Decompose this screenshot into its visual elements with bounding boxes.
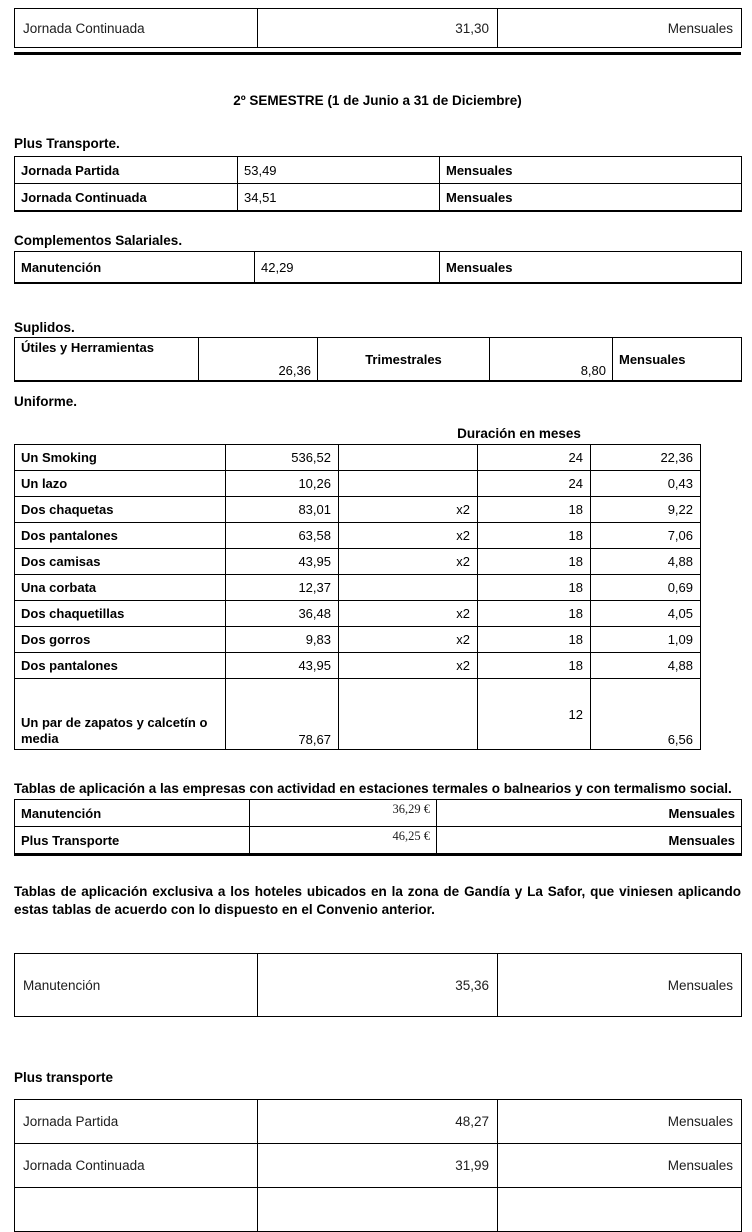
table-row: [15, 1100, 742, 1144]
cell-period: Mensuales: [498, 9, 742, 48]
table-row: [15, 679, 701, 750]
table-row: [15, 800, 742, 827]
gandia-table: [14, 953, 742, 1017]
cell-value: 35,36: [258, 954, 498, 1017]
cell-item: Dos chaquetillas: [15, 601, 226, 627]
cell-months: 18: [478, 575, 591, 601]
table-row: [15, 445, 701, 471]
cell-value: [258, 1188, 498, 1232]
cell-price: 63,58: [226, 523, 339, 549]
cell-label: Jornada Partida: [15, 157, 238, 184]
cell-months: 12: [478, 679, 591, 750]
cell-monthly: 7,06: [591, 523, 701, 549]
table-row: [15, 549, 701, 575]
cell-price: 12,37: [226, 575, 339, 601]
cell-multiplier: x2: [339, 653, 478, 679]
termales-heading: Tablas de aplicación a las empresas con actividad en estaciones termales o balnearios y con termalismo social.: [14, 781, 732, 796]
table-row: [15, 601, 701, 627]
suplidos-table: [14, 337, 742, 382]
termales-table: [14, 799, 742, 856]
table-row: [15, 497, 701, 523]
cell-multiplier: [339, 471, 478, 497]
table-row: [15, 252, 742, 284]
cell-item: Un Smoking: [15, 445, 226, 471]
suplidos-heading: Suplidos.: [14, 320, 75, 335]
table-row: [15, 1144, 742, 1188]
cell-label: [15, 1188, 258, 1232]
semester-title: 2º SEMESTRE (1 de Junio a 31 de Diciembre): [233, 93, 522, 108]
plus-transporte-heading: Plus Transporte.: [14, 136, 120, 151]
cell-multiplier: x2: [339, 627, 478, 653]
plus-transporte-gandia-heading: Plus transporte: [14, 1070, 114, 1085]
cell-price: 83,01: [226, 497, 339, 523]
cell-value: 42,29: [255, 252, 440, 284]
cell-price: 10,26: [226, 471, 339, 497]
cell-item: Una corbata: [15, 575, 226, 601]
cell-multiplier: x2: [339, 497, 478, 523]
cell-multiplier: x2: [339, 601, 478, 627]
table-row-partial: [15, 1188, 742, 1232]
cell-monthly: 9,22: [591, 497, 701, 523]
cell-monthly: 0,43: [591, 471, 701, 497]
cell-label: Jornada Continuada: [15, 9, 258, 48]
cell-period: Mensuales: [437, 800, 742, 827]
cell-item: Dos camisas: [15, 549, 226, 575]
cell-multiplier: [339, 679, 478, 750]
cell-monthly: 4,88: [591, 549, 701, 575]
cell-quarterly-value: 26,36: [199, 338, 318, 382]
cell-item: Dos pantalones: [15, 523, 226, 549]
cell-value: 31,99: [258, 1144, 498, 1188]
duration-header: Duración en meses: [457, 426, 581, 441]
cell-price: 536,52: [226, 445, 339, 471]
cell-months: 18: [478, 523, 591, 549]
cell-period: Mensuales: [440, 184, 742, 212]
table-row: [15, 157, 742, 184]
cell-price: 9,83: [226, 627, 339, 653]
cell-months: 18: [478, 497, 591, 523]
document-page: [0, 8, 741, 1232]
table-row: [15, 471, 701, 497]
cell-item: Un lazo: [15, 471, 226, 497]
cell-price: 78,67: [226, 679, 339, 750]
cell-months: 24: [478, 445, 591, 471]
cell-monthly: 1,09: [591, 627, 701, 653]
table-row: [15, 827, 742, 855]
cell-multiplier: [339, 445, 478, 471]
cell-multiplier: x2: [339, 549, 478, 575]
top-table-fragment: [14, 8, 742, 48]
cell-months: 18: [478, 627, 591, 653]
cell-price: 36,48: [226, 601, 339, 627]
gandia-heading: Tablas de aplicación exclusiva a los hoteles ubicados en la zona de Gandía y La Safor, que viniesen aplicando estas tablas de acuerdo con lo dispuesto en el Convenio anterior.: [14, 884, 741, 917]
cell-price: 43,95: [226, 549, 339, 575]
cell-item: Dos chaquetas: [15, 497, 226, 523]
cell-item: Dos pantalones: [15, 653, 226, 679]
table-row: [15, 653, 701, 679]
cell-monthly-value: 8,80: [490, 338, 613, 382]
cell-months: 18: [478, 653, 591, 679]
cell-label: Útiles y Herramientas: [15, 338, 199, 382]
cell-months: 18: [478, 601, 591, 627]
cell-item: Dos gorros: [15, 627, 226, 653]
cell-monthly: 4,88: [591, 653, 701, 679]
plus-transporte-gandia-table: [14, 1099, 742, 1232]
cell-label: Jornada Continuada: [15, 1144, 258, 1188]
plus-transporte-table: [14, 156, 742, 212]
cell-label: Jornada Partida: [15, 1100, 258, 1144]
table-row: [15, 627, 701, 653]
cell-label: Manutención: [15, 252, 255, 284]
table-row: [15, 184, 742, 212]
cell-price: 43,95: [226, 653, 339, 679]
cell-item: Un par de zapatos y calcetín o media: [15, 679, 226, 750]
cell-monthly-label: Mensuales: [613, 338, 742, 382]
table-row: [15, 9, 742, 48]
table-row: [15, 575, 701, 601]
cell-label: Manutención: [15, 800, 250, 827]
cell-value: 53,49: [238, 157, 440, 184]
table-row: [15, 954, 742, 1017]
cell-value: 48,27: [258, 1100, 498, 1144]
table-end-rule: [14, 52, 741, 55]
cell-months: 24: [478, 471, 591, 497]
cell-label: Plus Transporte: [15, 827, 250, 855]
cell-monthly: 22,36: [591, 445, 701, 471]
uniforme-table: [14, 444, 701, 750]
cell-monthly: 0,69: [591, 575, 701, 601]
cell-period: Mensuales: [440, 157, 742, 184]
cell-label: Jornada Continuada: [15, 184, 238, 212]
cell-label: Manutención: [15, 954, 258, 1017]
cell-multiplier: x2: [339, 523, 478, 549]
table-row: [15, 523, 701, 549]
cell-value: 31,30: [258, 9, 498, 48]
cell-monthly: 4,05: [591, 601, 701, 627]
cell-value: 36,29 €: [250, 800, 437, 827]
cell-period: [498, 1188, 742, 1232]
cell-period: Mensuales: [498, 1100, 742, 1144]
cell-value: 46,25 €: [250, 827, 437, 855]
cell-months: 18: [478, 549, 591, 575]
complementos-heading: Complementos Salariales.: [14, 233, 183, 248]
cell-period: Mensuales: [498, 954, 742, 1017]
table-row: [15, 338, 742, 382]
uniforme-heading: Uniforme.: [14, 394, 78, 409]
cell-period: Mensuales: [437, 827, 742, 855]
cell-multiplier: [339, 575, 478, 601]
cell-quarterly-label: Trimestrales: [318, 338, 490, 382]
cell-value: 34,51: [238, 184, 440, 212]
cell-period: Mensuales: [498, 1144, 742, 1188]
cell-monthly: 6,56: [591, 679, 701, 750]
complementos-table: [14, 251, 742, 284]
cell-period: Mensuales: [440, 252, 742, 284]
